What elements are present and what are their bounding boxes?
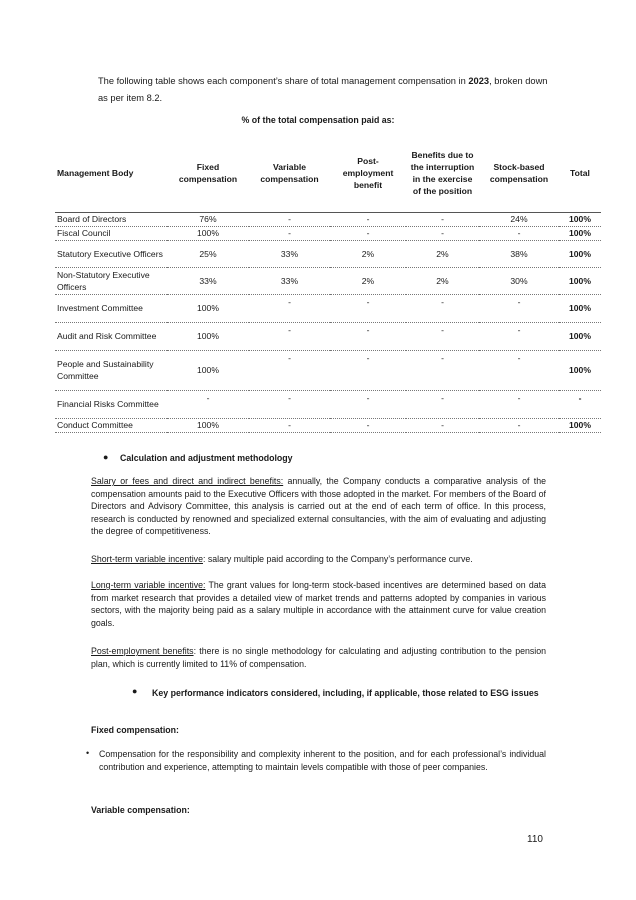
cell-post: - [330, 226, 406, 240]
intro-year: 2023 [468, 76, 490, 86]
table-row [55, 350, 601, 390]
cell-fixed: 100% [167, 418, 249, 432]
cell-post: - [330, 212, 406, 226]
cell-interruption: - [406, 390, 479, 418]
cell-variable: - [249, 226, 330, 240]
cell-stock: - [479, 390, 559, 418]
fixed-compensation-bullet: • [86, 748, 90, 758]
short-term-paragraph [91, 553, 546, 566]
row-name: Conduct Committee [55, 418, 167, 432]
long-term-paragraph [91, 579, 546, 629]
cell-fixed: - [167, 390, 249, 418]
salary-label: Salary or fees and direct and indirect benefits: [91, 476, 284, 486]
cell-stock: - [479, 226, 559, 240]
cell-stock: - [479, 418, 559, 432]
table-header-row [55, 135, 601, 212]
cell-total: 100% [559, 226, 601, 240]
table-row [55, 226, 601, 240]
table-row [55, 240, 601, 267]
short-term-label: Short-term variable incentive [91, 554, 203, 564]
cell-interruption: 2% [406, 240, 479, 267]
table-row [55, 267, 601, 294]
cell-interruption: - [406, 350, 479, 390]
long-term-text: The grant values for long-term stock-based incentives are determined based on data from market research that provides a detailed view of market trends and patterns adopted by companies in various sectors, with the majority being paid as a salary multiple in accordance with the attainment curve for value creation goals. [91, 580, 547, 628]
cell-interruption: 2% [406, 267, 479, 294]
page-number: 110 [527, 834, 543, 845]
cell-variable: - [249, 212, 330, 226]
cell-post: - [330, 350, 406, 390]
row-name: Financial Risks Committee [55, 390, 167, 418]
row-name: People and Sustainability Committee [55, 350, 167, 390]
post-employment-paragraph [91, 645, 546, 670]
cell-stock: - [479, 294, 559, 322]
cell-total: 100% [559, 418, 601, 432]
cell-total: - [559, 390, 601, 418]
header-total: Total [559, 135, 601, 212]
table-row [55, 322, 601, 350]
kpi-heading: Key performance indicators considered, including, if applicable, those related to ESG issues [152, 688, 539, 698]
cell-variable: - [249, 418, 330, 432]
cell-fixed: 25% [167, 240, 249, 267]
cell-interruption: - [406, 418, 479, 432]
cell-fixed: 100% [167, 350, 249, 390]
cell-post: - [330, 390, 406, 418]
cell-stock: 38% [479, 240, 559, 267]
header-stock: Stock-based compensation [479, 135, 559, 212]
salary-paragraph [91, 475, 546, 538]
cell-stock: 24% [479, 212, 559, 226]
header-fixed: Fixed compensation [167, 135, 249, 212]
table-row [55, 212, 601, 226]
cell-variable: 33% [249, 267, 330, 294]
cell-post: - [330, 322, 406, 350]
salary-text: annually, the Company conducts a comparative analysis of the compensation amounts paid to the Executive Officers with those adopted in the market. For members of the Board of Directors and Advisory Committee, this analysis is carried out at the end of each term of office. In this process, research is conducted by renowned and specialized external consultancies, with the aim of evaluating and adjusting the degree of competitiveness. [91, 476, 546, 537]
fixed-compensation-heading: Fixed compensation: [91, 725, 179, 735]
cell-total: 100% [559, 212, 601, 226]
variable-compensation-heading: Variable compensation: [91, 805, 190, 815]
short-term-text: : salary multiple paid according to the Company’s performance curve. [202, 554, 473, 564]
cell-variable: - [249, 294, 330, 322]
cell-total: 100% [559, 267, 601, 294]
table-caption: % of the total compensation paid as: [241, 115, 395, 125]
cell-total: 100% [559, 322, 601, 350]
header-post-employment: Post-employment benefit [330, 135, 406, 212]
table-row [55, 294, 601, 322]
cell-interruption: - [406, 226, 479, 240]
row-name: Fiscal Council [55, 226, 167, 240]
cell-variable: 33% [249, 240, 330, 267]
row-name: Board of Directors [55, 212, 167, 226]
row-name: Statutory Executive Officers [55, 240, 167, 267]
long-term-label: Long-term variable incentive: [91, 580, 206, 590]
header-variable: Variable compensation [249, 135, 330, 212]
cell-stock: - [479, 350, 559, 390]
cell-stock: - [479, 322, 559, 350]
cell-total: 100% [559, 350, 601, 390]
post-employment-text: : there is no single methodology for calculating and adjusting contribution to the pension plan, which is currently limited to 11% of compensation. [91, 646, 547, 669]
cell-interruption: - [406, 212, 479, 226]
cell-stock: 30% [479, 267, 559, 294]
post-employment-label: Post-employment benefits [91, 646, 194, 656]
methodology-heading: Calculation and adjustment methodology [120, 453, 293, 463]
header-interruption: Benefits due to the interruption in the exercise of the position [406, 135, 479, 212]
cell-total: 100% [559, 240, 601, 267]
cell-variable: - [249, 350, 330, 390]
cell-fixed: 100% [167, 226, 249, 240]
row-name: Investment Committee [55, 294, 167, 322]
compensation-table [55, 135, 601, 433]
methodology-bullet: ● [103, 452, 109, 462]
fixed-compensation-item: Compensation for the responsibility and complexity inherent to the position, and for each professional’s individual contribution and experience, attempting to maintain levels compatible with those of peer companies. [99, 749, 546, 772]
table-row [55, 418, 601, 432]
cell-fixed: 33% [167, 267, 249, 294]
row-name: Audit and Risk Committee [55, 322, 167, 350]
intro-text-before: The following table shows each component’s share of total management compensation in [98, 76, 469, 86]
cell-interruption: - [406, 322, 479, 350]
cell-post: 2% [330, 240, 406, 267]
cell-interruption: - [406, 294, 479, 322]
cell-fixed: 76% [167, 212, 249, 226]
cell-fixed: 100% [167, 294, 249, 322]
cell-fixed: 100% [167, 322, 249, 350]
cell-variable: - [249, 322, 330, 350]
cell-total: 100% [559, 294, 601, 322]
cell-post: - [330, 294, 406, 322]
kpi-bullet: ● [132, 686, 138, 696]
row-name: Non-Statutory Executive Officers [55, 267, 167, 294]
cell-variable: - [249, 390, 330, 418]
intro-text-after: , broken down as per item 8.2. [98, 76, 548, 103]
cell-post: 2% [330, 267, 406, 294]
header-management-body: Management Body [55, 135, 167, 212]
intro-paragraph [98, 73, 558, 107]
table-row [55, 390, 601, 418]
cell-post: - [330, 418, 406, 432]
